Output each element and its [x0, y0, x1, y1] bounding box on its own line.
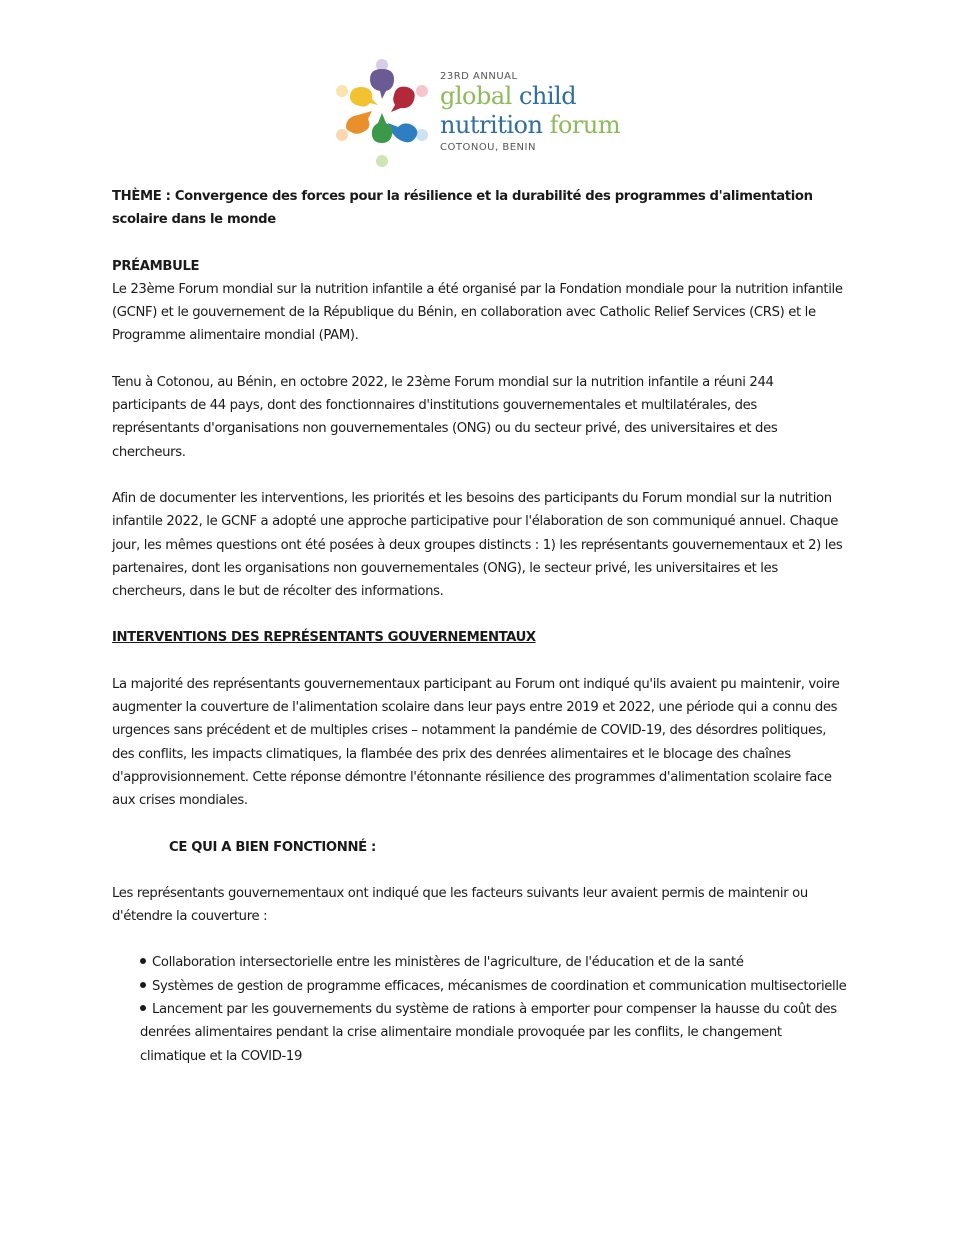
bullet-icon	[140, 1005, 146, 1011]
worked-bullet-list	[112, 951, 847, 1067]
interventions-paragraph: La majorité des représentants gouvernementaux participant au Forum ont indiqué qu'ils avaient pu maintenir, voire augmenter la couverture de l'alimentation scolaire dans leur pays entre 2019 et 2022, une période qui a connu des urgences sans précédent et de multiples crises – notamment la pandémie de COVID-19, des désordres politiques, des conflits, les impacts climatiques, la flambée des prix des denrées alimentaires et le blocage des chaînes d'approvisionnement. Cette réponse démontre l'étonnante résilience des programmes d'alimentation scolaire face aux crises mondiales.	[112, 676, 840, 809]
logo-line-1	[440, 82, 620, 111]
preamble-paragraph-1: Le 23ème Forum mondial sur la nutrition infantile a été organisé par la Fondation mondiale pour la nutrition infantile (GCNF) et le gouvernement de la République du Bénin, en collaboration avec Catholic Relief Services (CRS) et le Programme alimentaire mondial (PAM).	[112, 281, 843, 344]
logo-word-nutrition: nutrition	[440, 111, 543, 139]
preamble-paragraph-2: Tenu à Cotonou, au Bénin, en octobre 2022, le 23ème Forum mondial sur la nutrition infantile a réuni 244 participants de 44 pays, dont des fonctionnaires d'institutions gouvernementales et multilatérales, des représentants d'organisations non gouvernementales (ONG) ou du secteur privé, des universitaires et des chercheurs.	[112, 374, 778, 460]
bullet-icon	[140, 958, 146, 964]
worked-heading: CE QUI A BIEN FONCTIONNÉ :	[169, 839, 376, 855]
bullet-icon	[140, 982, 146, 988]
list-item	[140, 951, 847, 974]
logo-wordmark	[440, 71, 620, 153]
speech-bubbles-logo-icon	[332, 57, 432, 167]
logo-bubble-red	[391, 87, 415, 112]
logo-dot-left-top	[336, 85, 348, 97]
theme-text: Convergence des forces pour la résilience et la durabilité des programmes d'alimentation scolaire dans le monde	[112, 189, 813, 228]
logo-dot-left-bottom	[336, 129, 348, 141]
logo-bubble-sky	[388, 123, 417, 142]
theme-label: THÈME :	[112, 189, 171, 204]
bullet-text: Lancement par les gouvernements du système de rations à emporter pour compenser la hausse du coût des denrées alimentaires pendant la crise alimentaire mondiale provoquée par les conflits, le changement climatique et la COVID-19	[140, 1002, 837, 1064]
logo-kicker: 23RD ANNUAL	[440, 71, 518, 82]
logo-word-child: child	[518, 82, 577, 110]
logo-dot-right-bottom	[416, 129, 428, 141]
logo-dot-bottom	[376, 155, 388, 167]
bullet-text: Collaboration intersectorielle entre les ministères de l'agriculture, de l'éducation et de la santé	[152, 955, 744, 971]
logo-bubble-purple	[370, 69, 394, 99]
logo-bubble-orange	[346, 111, 372, 134]
logo-bubble-yellow	[350, 87, 378, 107]
list-item	[140, 998, 847, 1068]
logo-bubble-leaf	[372, 113, 393, 143]
logo-line-2	[440, 111, 620, 140]
document-body	[112, 185, 847, 1068]
forum-logo	[332, 57, 632, 169]
logo-dot-right-top	[416, 85, 428, 97]
interventions-heading: INTERVENTIONS DES REPRÉSENTANTS GOUVERNEMENTAUX	[112, 630, 536, 646]
preamble-paragraph-3: Afin de documenter les interventions, les priorités et les besoins des participants du Forum mondial sur la nutrition infantile 2022, le GCNF a adopté une approche participative pour l'élaboration de son communiqué annuel. Chaque jour, les mêmes questions ont été posées à deux groupes distincts : 1) les représentants gouvernementaux et 2) les partenaires, dont les organisations non gouvernementales (ONG), le secteur privé, les universitaires et les chercheurs, dans le but de récolter des informations.	[112, 490, 843, 600]
preamble-heading: PRÉAMBULE	[112, 258, 200, 274]
worked-intro: Les représentants gouvernementaux ont indiqué que les facteurs suivants leur avaient permis de maintenir ou d'étendre la couverture :	[112, 885, 808, 925]
logo-city: COTONOU, BENIN	[440, 142, 536, 153]
logo-word-forum: forum	[549, 111, 621, 139]
theme-statement	[112, 185, 847, 232]
logo-word-global: global	[440, 82, 512, 110]
bullet-text: Systèmes de gestion de programme efficaces, mécanismes de coordination et communication multisectorielle	[152, 978, 847, 994]
list-item	[140, 975, 847, 998]
